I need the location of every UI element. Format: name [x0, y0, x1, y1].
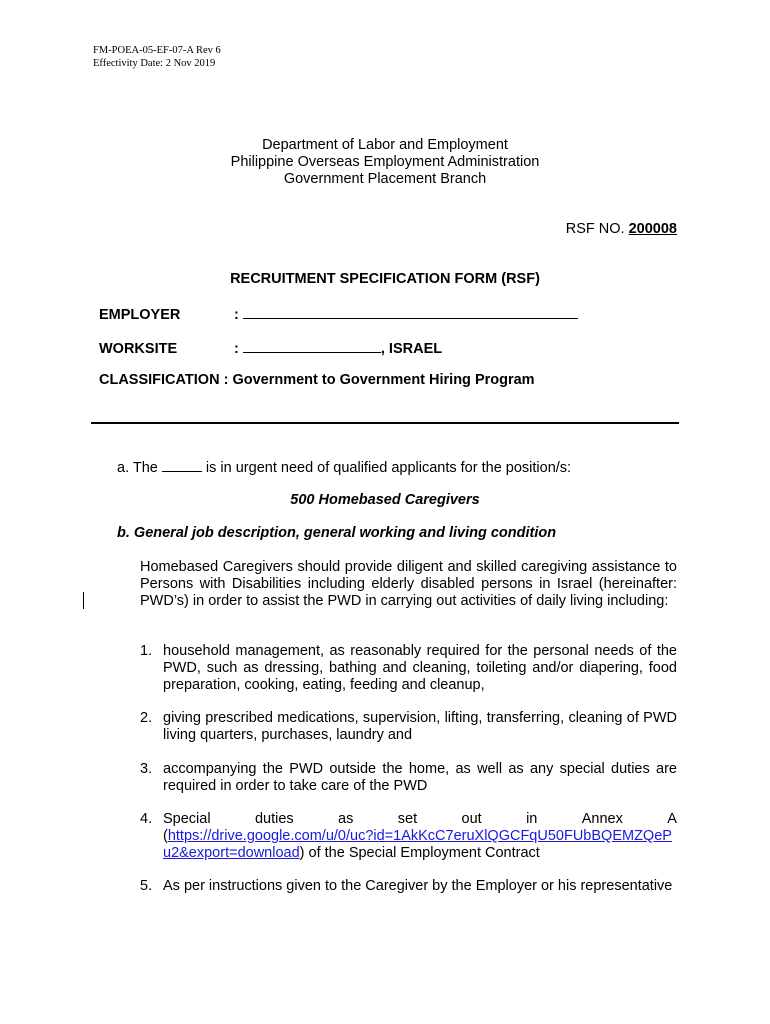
agency-branch: Government Placement Branch	[283, 171, 487, 187]
word: Special	[163, 811, 211, 827]
word: out	[461, 811, 482, 827]
word: as	[338, 811, 354, 827]
duty-text: giving prescribed medications, supervision, lifting, transferring, cleaning of PWD living quarters, purchases, laundry and	[163, 710, 677, 743]
classification-line: CLASSIFICATION : Government to Government Hiring Program	[99, 372, 535, 388]
duty-text	[163, 811, 677, 862]
worksite-label: WORKSITE	[99, 341, 178, 357]
section-a-suffix: is in urgent need of qualified applicants for the position/s:	[205, 460, 572, 476]
effectivity-date: Effectivity Date: 2 Nov 2019	[93, 58, 216, 69]
annex-a-link[interactable]: https://drive.google.com/u/0/uc?id=1AkKcC7eruXlQGCFqU50FUbBQEMZQePu2&export=download	[163, 828, 672, 861]
worksite-field	[99, 339, 442, 358]
worksite-blank	[243, 339, 381, 353]
word: set	[397, 811, 418, 827]
duty-number: 4.	[140, 811, 153, 827]
duty-number: 2.	[140, 710, 153, 726]
worksite-colon: :	[234, 341, 239, 357]
employer-colon: :	[234, 307, 239, 323]
worksite-country: , ISRAEL	[380, 341, 443, 357]
duty-item	[140, 643, 677, 694]
duty-number: 5.	[140, 878, 153, 894]
revision-change-bar	[83, 592, 84, 609]
section-b-heading: b. General job description, general working and living condition	[117, 525, 557, 541]
employer-field	[99, 305, 578, 324]
word: A	[667, 811, 677, 827]
duty-text: household management, as reasonably required for the personal needs of the PWD, such as dressing, bathing and cleaning, toileting and/or diapering, food preparation, cooking, eating, feeding and cleanup,	[163, 643, 677, 693]
annex-open-paren: (	[163, 828, 168, 844]
section-divider	[91, 422, 679, 424]
word: Annex	[581, 811, 623, 827]
rsf-number-line	[566, 221, 677, 238]
section-a-prefix: a. The	[117, 460, 158, 476]
word: in	[526, 811, 538, 827]
rsf-number-value: 200008	[628, 221, 677, 237]
duty-number: 3.	[140, 761, 153, 777]
annex-suffix: ) of the Special Employment Contract	[299, 845, 540, 861]
duty-number: 1.	[140, 643, 153, 659]
duty-item	[140, 811, 677, 862]
agency-administration: Philippine Overseas Employment Administration	[230, 154, 540, 170]
rsf-number-label: RSF NO.	[565, 221, 625, 237]
position-title: 500 Homebased Caregivers	[290, 492, 480, 508]
duty-text: As per instructions given to the Caregiver by the Employer or his representative	[163, 878, 673, 894]
form-title: RECRUITMENT SPECIFICATION FORM (RSF)	[230, 271, 540, 287]
word: duties	[254, 811, 294, 827]
duty-item	[140, 761, 677, 795]
agency-block	[0, 137, 770, 188]
duty-text: accompanying the PWD outside the home, as well as any special duties are required in order to take care of the PWD	[163, 761, 677, 794]
employer-label: EMPLOYER	[99, 307, 181, 323]
form-header-meta	[93, 44, 221, 70]
section-a-blank	[162, 458, 202, 472]
duty-item	[140, 710, 677, 744]
employer-blank	[243, 305, 578, 319]
annex-reference	[163, 828, 677, 862]
duty-special-words	[163, 811, 677, 828]
form-code: FM-POEA-05-EF-07-A Rev 6	[93, 45, 221, 56]
agency-department: Department of Labor and Employment	[262, 137, 508, 153]
job-description: Homebased Caregivers should provide diligent and skilled caregiving assistance to Persons with Disabilities including elderly disabled persons in Israel (hereinafter: PWD’s) in order to assist the PWD in carrying out activities of daily living including:	[140, 559, 677, 609]
duty-item	[140, 878, 677, 895]
section-a	[117, 458, 571, 477]
